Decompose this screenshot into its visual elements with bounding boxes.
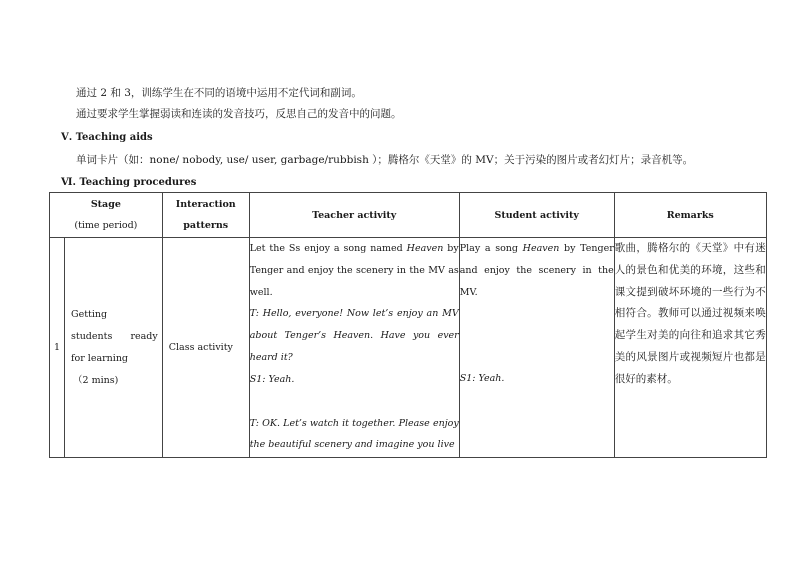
song-title: Heaven: [522, 243, 560, 254]
section-5-content: 单词卡片（如：none/ nobody, use/ user, garbage/rubbish ）；腾格尔《天堂》的 MV；关于污染的图片或者幻灯片；录音机等。: [76, 154, 694, 166]
stage-line-4: （2 mins): [73, 374, 119, 386]
interaction-cell: Class activity: [162, 238, 249, 458]
student-text: Play a song: [459, 243, 523, 254]
header-interaction-line1: Interaction: [175, 199, 236, 210]
teacher-para-4: T: OK. Let’s watch it together. Please enjoy the beautiful scenery and imagine you live: [249, 417, 459, 451]
section-6-heading: Ⅵ. Teaching procedures: [61, 177, 197, 188]
header-stage: [50, 193, 163, 238]
header-teacher-activity: Teacher activity: [249, 193, 459, 238]
section-5-heading: Ⅴ. Teaching aids: [61, 132, 153, 143]
stage-cell: [65, 238, 163, 458]
header-stage-label: Stage: [90, 199, 121, 210]
student-para-1: [460, 238, 614, 303]
remarks-cell: 歌曲，腾格尔的《天堂》中有迷人的景色和优美的环境，这些和课文提到破坏环境的一些行为不相符合。教师可以通过视频来唤起学生对美的向往和追求其它秀美的风景图片或视频短片也都是很好的素材。: [614, 238, 766, 458]
teacher-para-1: [250, 238, 459, 303]
student-activity-cell: [459, 238, 614, 458]
teacher-para-3: S1: Yeah.: [249, 373, 295, 385]
intro-line-1: 通过 2 和 3，训练学生在不同的语境中运用不定代词和副词。: [76, 87, 362, 99]
teacher-text: by Tenger and enjoy the scenery in the MV as well.: [249, 243, 459, 298]
header-remarks: Remarks: [614, 193, 766, 238]
header-student-activity: Student activity: [459, 193, 614, 238]
teacher-para-2: T: Hello, everyone! Now let’s enjoy an MV about Tenger’s Heaven. Have you ever heard it?: [249, 308, 459, 363]
header-stage-sub: (time period): [74, 220, 138, 231]
header-interaction: [162, 193, 249, 238]
intro-line-2: 通过要求学生掌握弱读和连读的发音技巧，反思自己的发音中的问题。: [76, 108, 402, 120]
song-title: Heaven: [406, 243, 444, 254]
stage-line-2: students ready: [71, 330, 158, 342]
stage-line-3: for learning: [71, 352, 129, 364]
spacer: [250, 391, 459, 413]
row-number: 1: [50, 238, 65, 458]
student-para-2: S1: Yeah.: [459, 373, 505, 385]
spacer: [460, 303, 614, 368]
table-header-row: [50, 193, 767, 238]
student-text: by Tenger and enjoy the scenery in the MV.: [459, 243, 614, 298]
stage-line-1: Getting: [71, 308, 108, 320]
teacher-text: Let the Ss enjoy a song named: [249, 243, 407, 254]
header-interaction-line2: patterns: [183, 220, 229, 231]
teaching-procedures-table: [49, 192, 767, 458]
table-row: [50, 238, 767, 458]
teacher-activity-cell: [249, 238, 459, 458]
